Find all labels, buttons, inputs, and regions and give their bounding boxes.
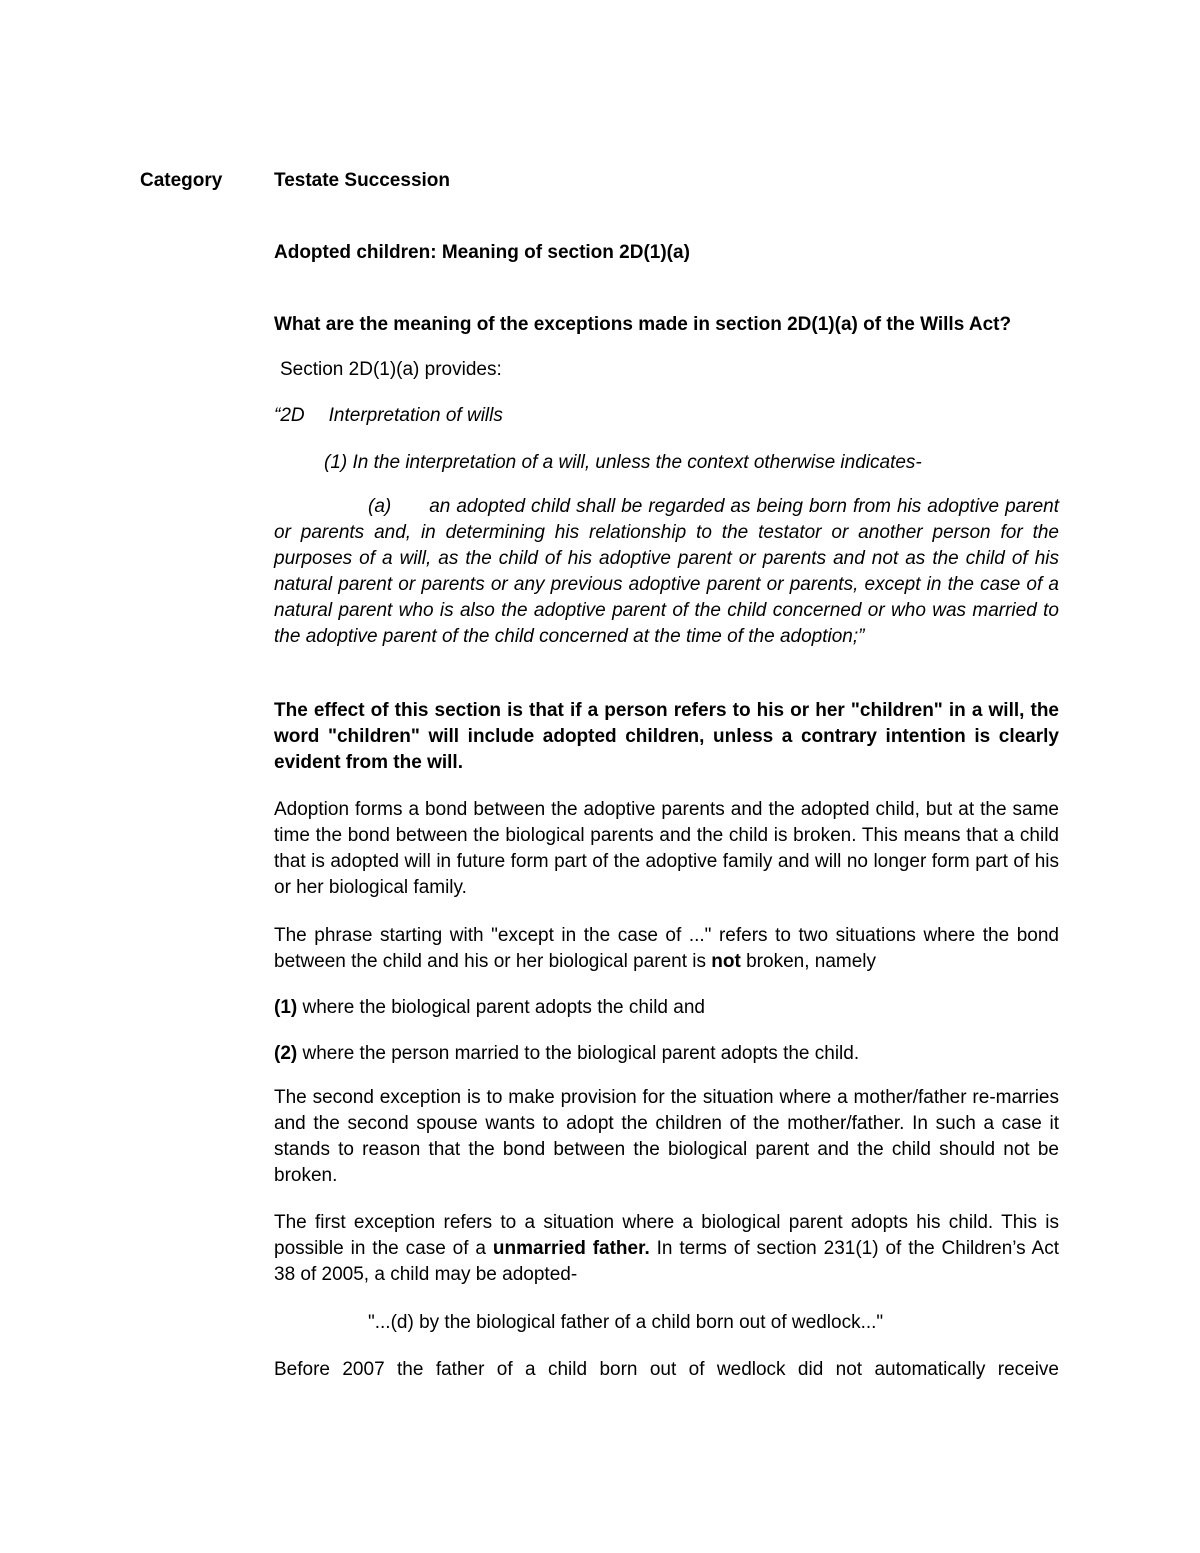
- situation-2: [274, 1041, 859, 1067]
- situation-1: [274, 995, 705, 1021]
- quote-para-label: (a): [368, 496, 392, 517]
- quote-heading-number: “2D: [274, 405, 305, 426]
- adoption-paragraph: Adoption forms a bond between the adoptive parents and the adopted child, but at the same time the bond between the biological parents and the child is broken. This means that a child that is adopted will in future form part of the adoptive family and will no longer form part of his or her biological family.: [274, 799, 1059, 898]
- quote-paragraph-a: [274, 494, 1059, 650]
- page-title: Adopted children: Meaning of section 2D(1)(a): [274, 242, 690, 263]
- first-exception-after: In terms of section 231(1) of the Children’s Act 38 of 2005, a child may be adopted-: [274, 1238, 1059, 1285]
- category-label: Category: [140, 170, 223, 191]
- first-exception-emphasis: unmarried father.: [492, 1238, 650, 1259]
- quote-heading: [274, 403, 503, 429]
- final-line: Before 2007 the father of a child born out of wedlock did not automatically receive: [274, 1359, 1059, 1380]
- quote-heading-text: Interpretation of wills: [328, 405, 503, 426]
- phrase-paragraph: [274, 923, 1059, 975]
- phrase-text-before: The phrase starting with "except in the case of ..." refers to two situations where the bond between the child and his or her biological parent is: [274, 925, 1059, 972]
- quote-subsection: (1) In the interpretation of a will, unless the context otherwise indicates-: [324, 452, 922, 473]
- act-quote: "...(d) by the biological father of a child born out of wedlock...": [368, 1312, 884, 1333]
- second-exception-paragraph: The second exception is to make provision for the situation where a mother/father re-marries and the second spouse wants to adopt the children of the mother/father. In such a case it stands to reason that the bond between the biological parent and the child should not be broken.: [274, 1087, 1059, 1186]
- section-intro: Section 2D(1)(a) provides:: [280, 359, 502, 380]
- situation-2-number: (2): [274, 1043, 298, 1064]
- quote-para-text: an adopted child shall be regarded as being born from his adoptive parent or parents and, in determining his relationship to the testator or another person for the purposes of a will, as the child of his adoptive parent or parents and not as the child of his natural parent or parents or any previous adoptive parent or parents, except in the case of a natural parent who is also the adoptive parent of the child concerned or who was married to the adoptive parent of the child concerned at the time of the adoption;”: [274, 496, 1059, 647]
- question-heading: What are the meaning of the exceptions made in section 2D(1)(a) of the Wills Act?: [274, 314, 1012, 335]
- phrase-emphasis: not: [711, 951, 741, 972]
- effect-paragraph: The effect of this section is that if a person refers to his or her "children" in a will, the word "children" will include adopted children, unless a contrary intention is clearly evident from the will.: [274, 700, 1059, 773]
- first-exception-paragraph: [274, 1210, 1059, 1288]
- first-exception-before: The first exception refers to a situation where a biological parent adopts his child. This is possible in the case of a: [274, 1212, 1059, 1259]
- phrase-text-after: broken, namely: [740, 951, 877, 972]
- situation-1-number: (1): [274, 997, 298, 1018]
- situation-2-text: where the person married to the biological parent adopts the child.: [297, 1043, 860, 1064]
- situation-1-text: where the biological parent adopts the child and: [297, 997, 705, 1018]
- category-value: Testate Succession: [274, 170, 451, 191]
